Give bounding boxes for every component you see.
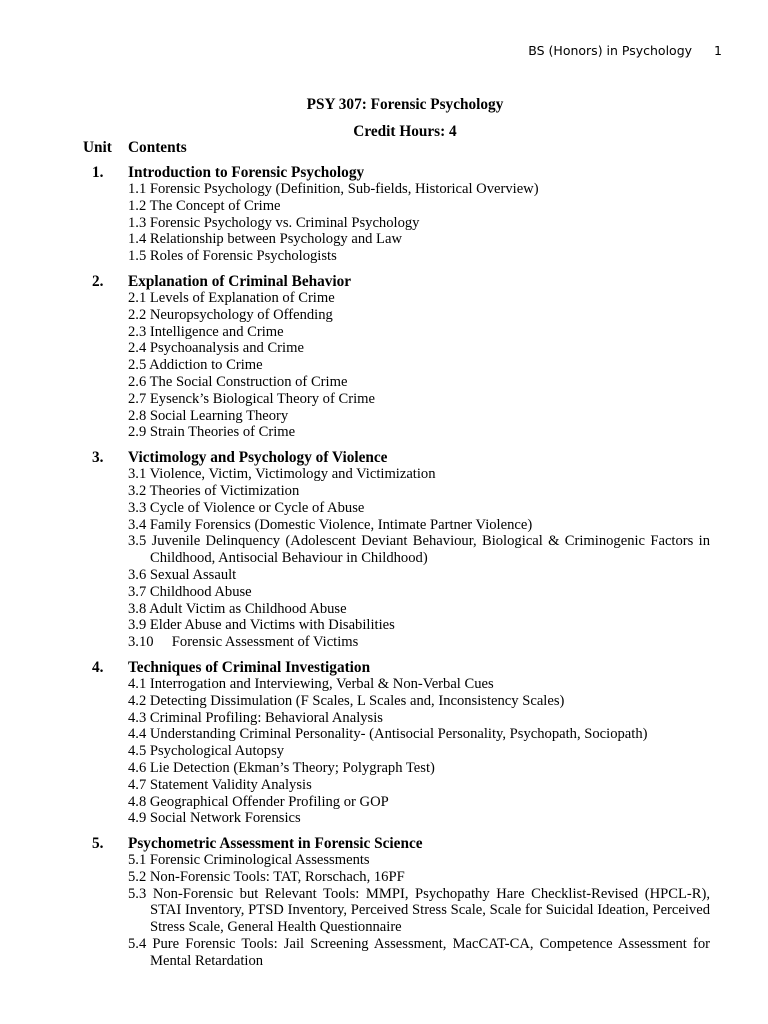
topic-item (0, 307, 710, 324)
topic-item (0, 710, 710, 727)
topic-text: 2.9 Strain Theories of Crime (128, 424, 296, 441)
header-text: BS (Honors) in Psychology (528, 43, 693, 58)
topic-text: 3.3 Cycle of Violence or Cycle of Abuse (128, 499, 365, 516)
topic-text: 2.6 The Social Construction of Crime (128, 373, 348, 390)
topic-text: 4.1 Interrogation and Interviewing, Verbal & Non-Verbal Cues (128, 675, 494, 692)
unit-heading (0, 835, 768, 852)
units-list (0, 164, 768, 978)
topic-item (0, 810, 710, 827)
topic-text: 5.4 Pure Forensic Tools: Jail Screening Assessment, MacCAT-CA, Competence Assessment for Mental Retardation (128, 936, 714, 969)
topic-item (0, 517, 710, 534)
topic-item (0, 869, 710, 886)
topic-item (0, 215, 710, 232)
topic-text: 1.3 Forensic Psychology vs. Criminal Psychology (128, 214, 420, 231)
topic-text: 4.3 Criminal Profiling: Behavioral Analysis (128, 709, 383, 726)
topic-item (0, 248, 710, 265)
topic-item (0, 726, 710, 743)
topic-item (0, 584, 710, 601)
topic-text: 4.8 Geographical Offender Profiling or GOP (128, 793, 389, 810)
topic-item (0, 483, 710, 500)
topic-item (0, 391, 710, 408)
topic-text: 4.5 Psychological Autopsy (128, 743, 285, 760)
topic-text: 3.7 Childhood Abuse (128, 583, 252, 600)
topic-item (0, 181, 710, 198)
topic-text: 4.7 Statement Validity Analysis (128, 776, 312, 793)
topic-text: 3.2 Theories of Victimization (128, 482, 300, 499)
topic-item (0, 374, 710, 391)
topic-item (0, 340, 710, 357)
topic-item (0, 693, 710, 710)
topic-text: 4.4 Understanding Criminal Personality- (Antisocial Personality, Psychopath, Sociopath) (128, 726, 648, 743)
page-number: 1 (714, 43, 722, 58)
unit-number: 3. (92, 449, 104, 467)
topic-text: 4.2 Detecting Dissimulation (F Scales, L Scales and, Inconsistency Scales) (128, 692, 565, 709)
topic-item (0, 676, 710, 693)
topic-text: 1.4 Relationship between Psychology and Law (128, 231, 402, 248)
unit-title: Psychometric Assessment in Forensic Science (128, 835, 423, 853)
unit-section (0, 659, 768, 827)
topic-text: 3.4 Family Forensics (Domestic Violence, Intimate Partner Violence) (128, 516, 533, 533)
unit-heading (0, 449, 768, 466)
unit-column-heading: Unit (83, 139, 112, 156)
column-headings (83, 140, 187, 157)
topic-item (0, 408, 710, 425)
unit-section (0, 835, 768, 970)
unit-heading (0, 273, 768, 290)
unit-heading (0, 659, 768, 676)
topic-item (0, 794, 710, 811)
topic-item (0, 198, 710, 215)
topic-item (0, 885, 714, 936)
credit-hours: Credit Hours: 4 (353, 123, 457, 140)
topic-text: 3.9 Elder Abuse and Victims with Disabilities (128, 617, 395, 634)
unit-number: 5. (92, 835, 104, 853)
running-header (528, 43, 722, 58)
topic-item (0, 290, 710, 307)
course-title: PSY 307: Forensic Psychology (306, 96, 504, 113)
topic-text: 1.2 The Concept of Crime (128, 197, 281, 214)
topic-text: 2.4 Psychoanalysis and Crime (128, 340, 304, 357)
topic-text: 3.5 Juvenile Delinquency (Adolescent Deviant Behaviour, Biological & Criminogenic Factors in Childhood, Antisocial Behaviour in Childhood) (128, 533, 714, 567)
unit-title: Explanation of Criminal Behavior (128, 272, 352, 290)
topic-text: 4.9 Social Network Forensics (128, 810, 301, 827)
topic-text: 3.6 Sexual Assault (128, 566, 237, 583)
topic-item (0, 936, 714, 970)
topic-text: 2.8 Social Learning Theory (128, 407, 289, 424)
topic-text: 5.3 Non-Forensic but Relevant Tools: MMPI, Psychopathy Hare Checklist-Revised (HPCL-R), STAI Inventory, PTSD Inventory, Perceived Stress Scale, Scale for Suicidal Ideation, Perceived Stress Scale, General Health Questionnaire (128, 885, 714, 936)
topic-item (0, 231, 710, 248)
topic-text: 3.8 Adult Victim as Childhood Abuse (128, 600, 347, 617)
topic-item (0, 634, 710, 651)
topic-item (0, 617, 710, 634)
unit-title: Introduction to Forensic Psychology (128, 164, 365, 181)
topic-item (0, 357, 710, 374)
topic-item (0, 743, 710, 760)
unit-section (0, 449, 768, 651)
topic-item (0, 567, 710, 584)
topic-item (0, 500, 710, 517)
topic-text: 1.1 Forensic Psychology (Definition, Sub-fields, Historical Overview) (128, 181, 539, 197)
topic-item (0, 601, 710, 618)
topic-item (0, 466, 710, 483)
topic-text: 2.2 Neuropsychology of Offending (128, 306, 333, 323)
topic-item (0, 760, 710, 777)
topic-text: 2.7 Eysenck’s Biological Theory of Crime (128, 390, 375, 407)
unit-title: Techniques of Criminal Investigation (128, 658, 371, 676)
topic-item (0, 324, 710, 341)
unit-heading (0, 164, 768, 181)
topic-text: 5.2 Non-Forensic Tools: TAT, Rorschach, 16PF (128, 868, 405, 885)
unit-section (0, 164, 768, 265)
unit-number: 1. (92, 164, 104, 181)
topic-text: 2.1 Levels of Explanation of Crime (128, 289, 335, 306)
topic-item (0, 852, 710, 869)
unit-section (0, 273, 768, 441)
unit-number: 4. (92, 658, 104, 676)
contents-column-heading: Contents (128, 139, 187, 156)
unit-number: 2. (92, 272, 104, 290)
topic-text: 3.10 Forensic Assessment of Victims (128, 634, 359, 651)
topic-text: 5.1 Forensic Criminological Assessments (128, 852, 370, 869)
topic-text: 4.6 Lie Detection (Ekman’s Theory; Polygraph Test) (128, 759, 435, 776)
topic-item (0, 533, 714, 567)
topic-text: 2.5 Addiction to Crime (128, 357, 263, 374)
topic-text: 2.3 Intelligence and Crime (128, 323, 284, 340)
topic-text: 3.1 Violence, Victim, Victimology and Victimization (128, 466, 436, 483)
topic-text: 1.5 Roles of Forensic Psychologists (128, 248, 337, 265)
topic-item (0, 424, 710, 441)
topic-item (0, 777, 710, 794)
unit-title: Victimology and Psychology of Violence (128, 449, 388, 467)
